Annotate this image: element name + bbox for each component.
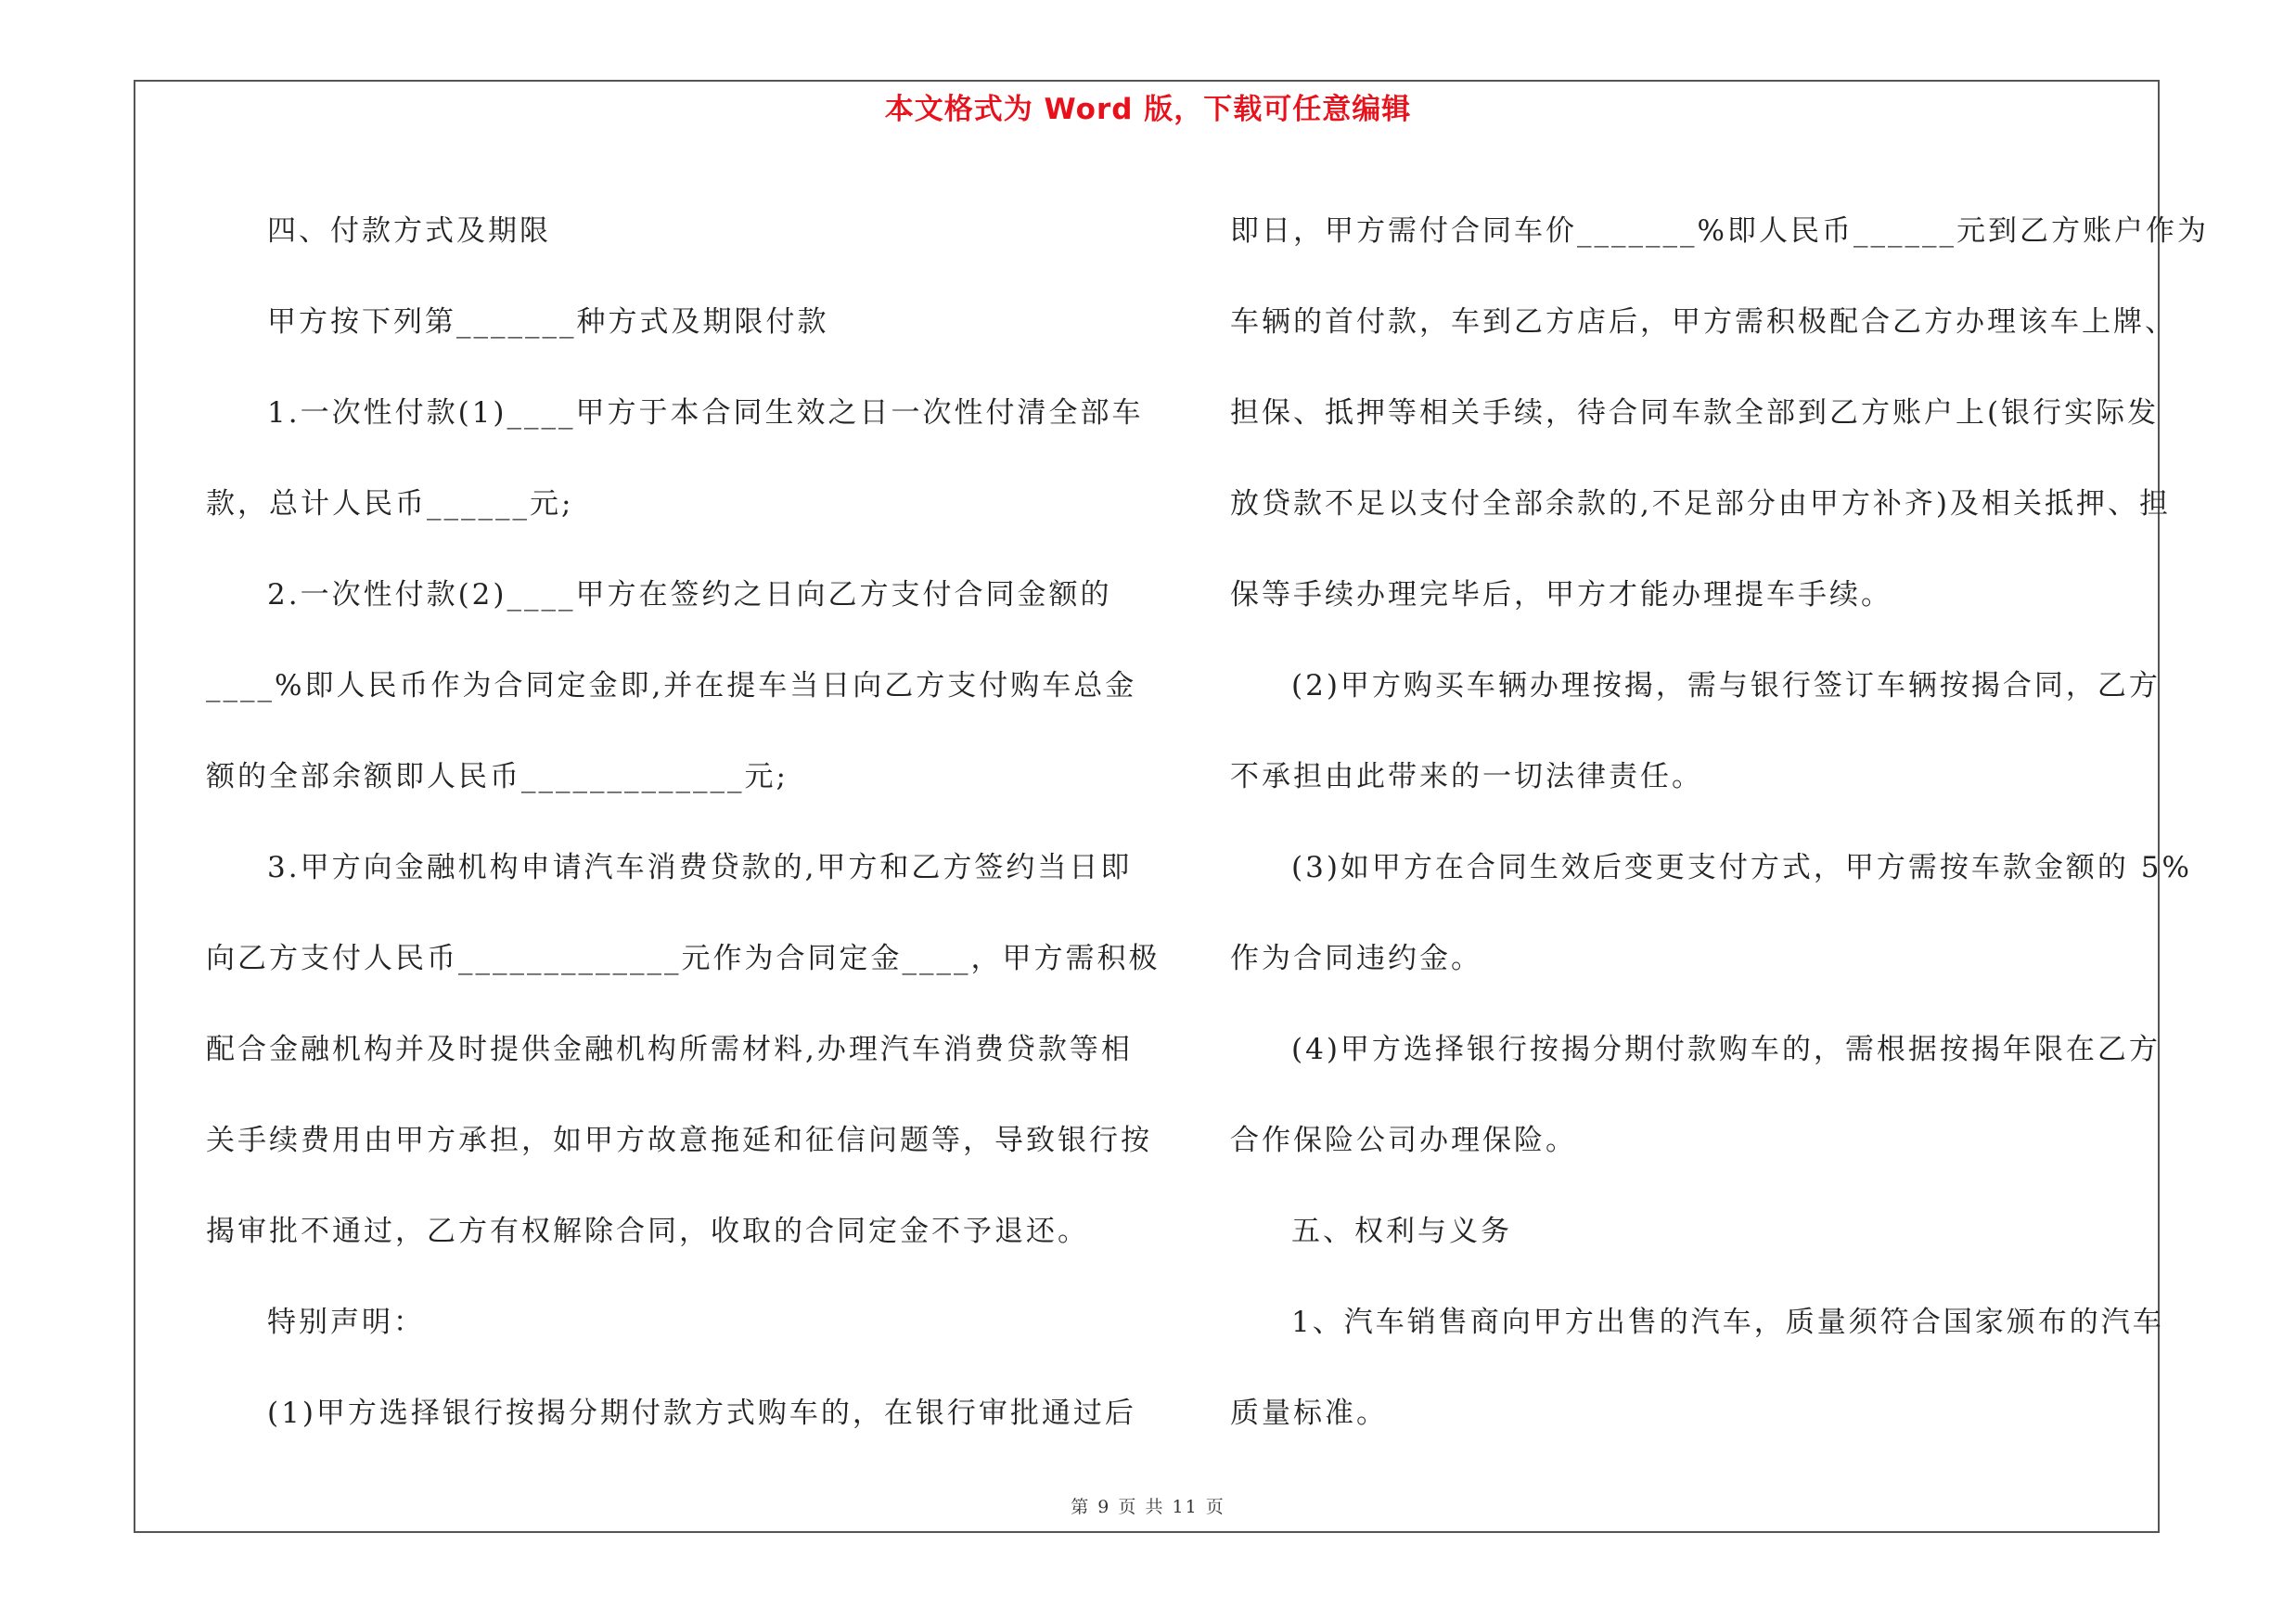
paragraph-line: 四、付款方式及期限 — [267, 214, 551, 248]
paragraph-line: (3)如甲方在合同生效后变更支付方式，甲方需按车款金额的 5% — [1291, 851, 2192, 884]
paragraph-line: 合作保险公司办理保险。 — [1230, 1124, 1577, 1157]
paragraph-line: 向乙方支付人民币_____________元作为合同定金____，甲方需积极 — [206, 942, 1161, 975]
paragraph-line: 放贷款不足以支付全部余款的,不足部分由甲方补齐)及相关抵押、担 — [1230, 487, 2171, 521]
paragraph-line: 特别声明： — [267, 1306, 425, 1339]
paragraph-line: ____%即人民币作为合同定金即,并在提车当日向乙方支付购车总金 — [206, 669, 1137, 702]
paragraph-line: 不承担由此带来的一切法律责任。 — [1230, 760, 1703, 793]
paragraph-line: (1)甲方选择银行按揭分期付款方式购车的，在银行审批通过后 — [267, 1397, 1136, 1430]
right-column — [1230, 186, 2209, 1459]
paragraph-line: 1.一次性付款(1)____甲方于本合同生效之日一次性付清全部车 — [267, 396, 1144, 430]
paragraph-line: 保等手续办理完毕后，甲方才能办理提车手续。 — [1230, 578, 1892, 612]
paragraph-line: 甲方按下列第_______种方式及期限付款 — [267, 305, 829, 339]
paragraph-line: (2)甲方购买车辆办理按揭，需与银行签订车辆按揭合同，乙方 — [1291, 669, 2161, 702]
paragraph-line: 即日，甲方需付合同车价_______%即人民币______元到乙方账户作为 — [1230, 214, 2209, 248]
paragraph-line: 车辆的首付款，车到乙方店后，甲方需积极配合乙方办理该车上牌、 — [1230, 305, 2176, 339]
paragraph-line: 五、权利与义务 — [1291, 1215, 1512, 1248]
paragraph-line: 揭审批不通过，乙方有权解除合同，收取的合同定金不予退还。 — [206, 1215, 1089, 1248]
paragraph-line: 配合金融机构并及时提供金融机构所需材料,办理汽车消费贷款等相 — [206, 1033, 1133, 1066]
paragraph-line: 质量标准。 — [1230, 1397, 1388, 1430]
left-column — [206, 186, 1161, 1459]
page-number-footer: 第 9 页 共 11 页 — [1071, 1497, 1225, 1517]
paragraph-line: 担保、抵押等相关手续，待合同车款全部到乙方账户上(银行实际发 — [1230, 396, 2160, 430]
paragraph-line: 作为合同违约金。 — [1230, 942, 1482, 975]
paragraph-line: 关手续费用由甲方承担，如甲方故意拖延和征信问题等，导致银行按 — [206, 1124, 1152, 1157]
paragraph-line: (4)甲方选择银行按揭分期付款购车的，需根据按揭年限在乙方 — [1291, 1033, 2161, 1066]
paragraph-line: 款，总计人民币______元; — [206, 487, 574, 521]
paragraph-line: 2.一次性付款(2)____甲方在签约之日向乙方支付合同金额的 — [267, 578, 1112, 612]
paragraph-line: 3.甲方向金融机构申请汽车消费贷款的,甲方和乙方签约当日即 — [267, 851, 1133, 884]
word-format-banner: 本文格式为 Word 版，下载可任意编辑 — [884, 93, 1412, 126]
paragraph-line: 额的全部余额即人民币_____________元; — [206, 760, 789, 793]
paragraph-line: 1、汽车销售商向甲方出售的汽车，质量须符合国家颁布的汽车 — [1291, 1306, 2164, 1339]
